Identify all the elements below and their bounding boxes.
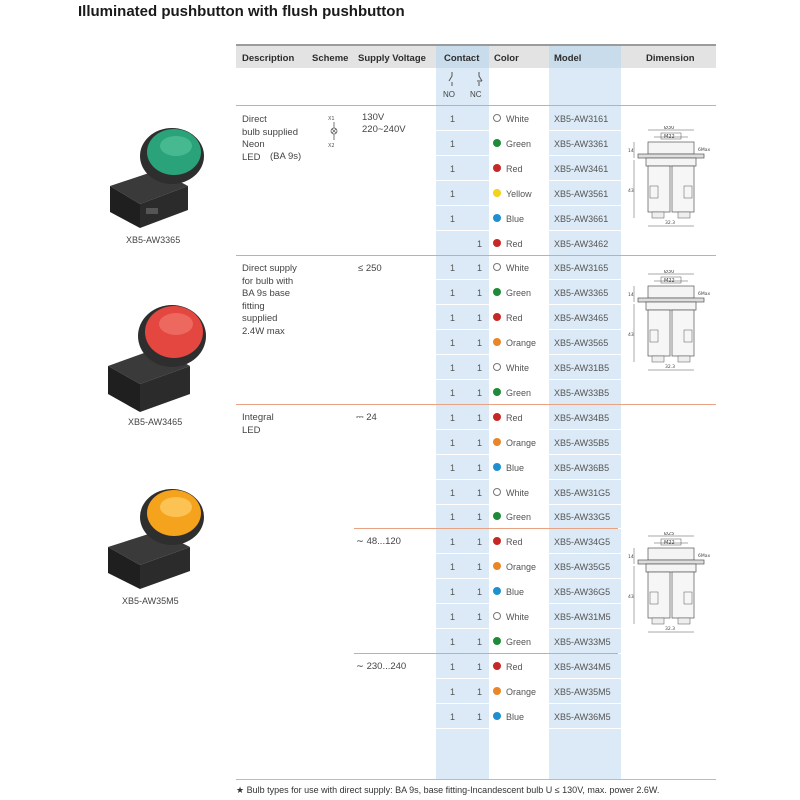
model-number: XB5-AW33M5 [554, 636, 611, 647]
table-header [236, 46, 716, 68]
no-count: 1 [450, 661, 456, 672]
no-count: 1 [450, 562, 456, 573]
dim-diameter-label: Ø30 [664, 270, 675, 275]
dim-thread-label: M22 [664, 540, 675, 546]
model-number: XB5-AW3565 [554, 338, 609, 349]
model-number: XB5-AW34M5 [554, 661, 611, 672]
dim-side-label: 14 [628, 149, 634, 154]
model-number: XB5-AW35G5 [554, 562, 611, 573]
dim-width-label: 32.3 [665, 365, 676, 370]
color-name: Red [506, 412, 523, 423]
nc-count: 1 [477, 686, 483, 697]
dim-width-label: 32.3 [665, 221, 676, 226]
model-number: XB5-AW31M5 [554, 612, 611, 622]
nc-count: 1 [477, 363, 483, 373]
footnote-rule [236, 779, 716, 780]
caption-product-1: XB5-AW3365 [126, 235, 181, 245]
contact-subheader [236, 68, 716, 104]
color-swatch-icon [493, 463, 501, 471]
no-count: 1 [450, 711, 456, 722]
table-row [236, 679, 716, 704]
color-swatch-icon [493, 189, 501, 197]
table-row [236, 504, 716, 529]
no-count: 1 [450, 462, 456, 473]
no-count: 1 [450, 263, 456, 274]
model-number: XB5-AW36M5 [554, 711, 611, 722]
no-count: 1 [450, 686, 456, 697]
dim-width-label: 32.3 [665, 627, 676, 632]
header-color: Color [494, 53, 519, 64]
scheme-lamp-icon [328, 114, 340, 148]
color-swatch-icon [493, 263, 501, 271]
no-count: 1 [450, 138, 456, 149]
dim-panel-label: 6Max [698, 148, 711, 153]
no-count: 1 [450, 612, 456, 622]
header-scheme: Scheme [312, 53, 349, 64]
model-number: XB5-AW34G5 [554, 537, 611, 548]
color-swatch-icon [493, 662, 501, 670]
nc-count: 1 [477, 263, 483, 274]
nc-label: NC [470, 90, 482, 99]
color-swatch-icon [493, 612, 501, 620]
header-supply-voltage: Supply Voltage [358, 53, 426, 64]
model-number: XB5-AW33B5 [554, 387, 610, 398]
group-2-voltage: ≤ 250 [358, 263, 382, 274]
color-swatch-icon [493, 338, 501, 346]
no-count: 1 [450, 437, 456, 448]
dimension-drawing-2 [628, 270, 714, 387]
model-number: XB5-AW3462 [554, 238, 609, 249]
no-count: 1 [450, 587, 456, 598]
color-name: Red [506, 661, 523, 672]
group-rule-1 [236, 255, 716, 256]
model-number: XB5-AW3465 [554, 313, 609, 324]
nc-count: 1 [477, 288, 483, 299]
color-swatch-icon [493, 239, 501, 247]
model-number: XB5-AW3365 [554, 288, 609, 299]
table-row [236, 430, 716, 455]
dim-depth-label: 43 [628, 333, 634, 338]
header-description: Description [242, 53, 295, 64]
dim-side-label: 14 [628, 293, 634, 298]
nc-count: 1 [477, 711, 483, 722]
color-swatch-icon [493, 288, 501, 296]
color-name: White [506, 363, 530, 373]
page-title: Illuminated pushbutton with flush pushbutton [78, 3, 405, 20]
dim-diameter-label: Ø30 [664, 126, 675, 131]
color-name: Orange [506, 562, 537, 573]
color-name: White [506, 263, 530, 274]
group-2-description: Direct supply for bulb with BA 9s base fitting supplied 2.4W max [242, 263, 297, 337]
nc-count: 1 [477, 462, 483, 473]
no-label: NO [443, 90, 455, 99]
group-1-description-bulb: (BA 9s) [270, 151, 302, 162]
header-contact: Contact [444, 53, 480, 64]
color-name: Red [506, 313, 523, 324]
model-number: XB5-AW35M5 [554, 686, 611, 697]
product-image-red [100, 300, 210, 423]
nc-count: 1 [477, 512, 483, 523]
table-row [236, 704, 716, 729]
color-name: Green [506, 387, 532, 398]
nc-count: 1 [477, 338, 483, 349]
group-3-voltage-ac-low: ∼ 48...120 [356, 536, 401, 547]
no-contact-symbol-icon [447, 72, 457, 86]
group-3-description: Integral LED [242, 412, 274, 436]
color-name: White [506, 612, 530, 622]
color-swatch-icon [493, 313, 501, 321]
color-swatch-icon [493, 413, 501, 421]
group-1-description: Direct bulb supplied Neon LED [242, 114, 298, 163]
dim-diameter-label: Ø25 [664, 532, 675, 537]
color-name: Orange [506, 338, 537, 349]
color-swatch-icon [493, 562, 501, 570]
color-swatch-icon [493, 139, 501, 147]
dimension-drawing-3 [628, 532, 714, 649]
dim-depth-label: 43 [628, 189, 634, 194]
color-swatch-icon [493, 114, 501, 122]
model-number: XB5-AW36G5 [554, 587, 611, 598]
color-name: Orange [506, 437, 537, 448]
caption-product-2: XB5-AW3465 [128, 417, 183, 427]
no-count: 1 [450, 363, 456, 373]
nc-count: 1 [477, 562, 483, 573]
caption-product-3: XB5-AW35M5 [122, 596, 179, 606]
dim-side-label: 14 [628, 555, 634, 560]
nc-count: 1 [477, 537, 483, 548]
table-row [236, 405, 716, 430]
nc-count: 1 [477, 437, 483, 448]
color-swatch-icon [493, 214, 501, 222]
group-3-voltage-dc: ⎓ 24 [356, 412, 377, 423]
color-name: Red [506, 163, 523, 174]
color-name: Blue [506, 711, 525, 722]
no-count: 1 [450, 114, 456, 124]
no-count: 1 [450, 387, 456, 398]
nc-count: 1 [477, 587, 483, 598]
no-count: 1 [450, 512, 456, 523]
color-name: White [506, 487, 530, 498]
color-name: Blue [506, 462, 525, 473]
no-count: 1 [450, 412, 456, 423]
nc-count: 1 [477, 661, 483, 672]
dim-panel-label: 6Max [698, 554, 711, 559]
nc-count: 1 [477, 412, 483, 423]
svg-text:X2: X2 [328, 143, 335, 148]
no-count: 1 [450, 537, 456, 548]
no-count: 1 [450, 636, 456, 647]
color-name: Green [506, 512, 532, 523]
model-number: XB5-AW31B5 [554, 363, 610, 373]
color-name: Red [506, 238, 523, 249]
model-number: XB5-AW3165 [554, 263, 609, 274]
nc-count: 1 [477, 387, 483, 398]
color-name: Blue [506, 213, 525, 224]
table-row [236, 455, 716, 480]
no-count: 1 [450, 338, 456, 349]
color-name: Green [506, 636, 532, 647]
header-dimension: Dimension [646, 53, 695, 64]
no-count: 1 [450, 213, 456, 224]
nc-contact-symbol-icon [474, 72, 484, 86]
group-1-voltage: 130V 220~240V [362, 112, 406, 135]
model-number: XB5-AW36B5 [554, 462, 610, 473]
dim-thread-label: M22 [664, 278, 675, 284]
color-swatch-icon [493, 712, 501, 720]
product-image-orange [100, 485, 210, 600]
no-count: 1 [450, 313, 456, 324]
color-name: Green [506, 138, 532, 149]
color-swatch-icon [493, 363, 501, 371]
color-swatch-icon [493, 488, 501, 496]
color-swatch-icon [493, 164, 501, 172]
model-number: XB5-AW3561 [554, 188, 609, 199]
product-image-green [100, 124, 210, 239]
nc-count: 1 [477, 612, 483, 622]
table-row [236, 654, 716, 679]
nc-count: 1 [477, 487, 483, 498]
model-number: XB5-AW3461 [554, 163, 609, 174]
nc-count: 1 [477, 313, 483, 324]
table-row [236, 480, 716, 505]
no-count: 1 [450, 487, 456, 498]
model-number: XB5-AW34B5 [554, 412, 610, 423]
dim-depth-label: 43 [628, 595, 634, 600]
no-count: 1 [450, 288, 456, 299]
color-name: Green [506, 288, 532, 299]
color-name: Orange [506, 686, 537, 697]
no-count: 1 [450, 163, 456, 174]
color-name: Yellow [506, 188, 532, 199]
nc-count: 1 [477, 238, 483, 249]
no-count: 1 [450, 188, 456, 199]
color-name: Red [506, 537, 523, 548]
model-number: XB5-AW3361 [554, 138, 609, 149]
group-rule-2 [236, 404, 716, 405]
nc-count: 1 [477, 636, 483, 647]
model-number: XB5-AW35B5 [554, 437, 610, 448]
model-number: XB5-AW33G5 [554, 512, 611, 523]
model-number: XB5-AW3161 [554, 114, 609, 124]
dim-panel-label: 6Max [698, 292, 711, 297]
color-swatch-icon [493, 637, 501, 645]
dim-thread-label: M22 [664, 134, 675, 140]
footnote: ★ Bulb types for use with direct supply: BA 9s, base fitting-Incandescent bulb U ≤ 130V, max. power 2.6W. [236, 785, 660, 795]
color-swatch-icon [493, 687, 501, 695]
subgroup-rule-1 [354, 528, 618, 529]
color-name: White [506, 114, 530, 124]
color-swatch-icon [493, 587, 501, 595]
group-3-voltage-ac-high: ∼ 230...240 [356, 661, 407, 672]
color-swatch-icon [493, 537, 501, 545]
dimension-drawing-1 [628, 126, 714, 243]
model-number: XB5-AW31G5 [554, 487, 611, 498]
color-swatch-icon [493, 438, 501, 446]
subgroup-rule-2 [354, 653, 618, 654]
color-swatch-icon [493, 512, 501, 520]
product-table [236, 44, 716, 779]
svg-text:X1: X1 [328, 116, 335, 122]
model-number: XB5-AW3661 [554, 213, 609, 224]
color-swatch-icon [493, 388, 501, 396]
header-model: Model [554, 53, 582, 64]
color-name: Blue [506, 587, 525, 598]
